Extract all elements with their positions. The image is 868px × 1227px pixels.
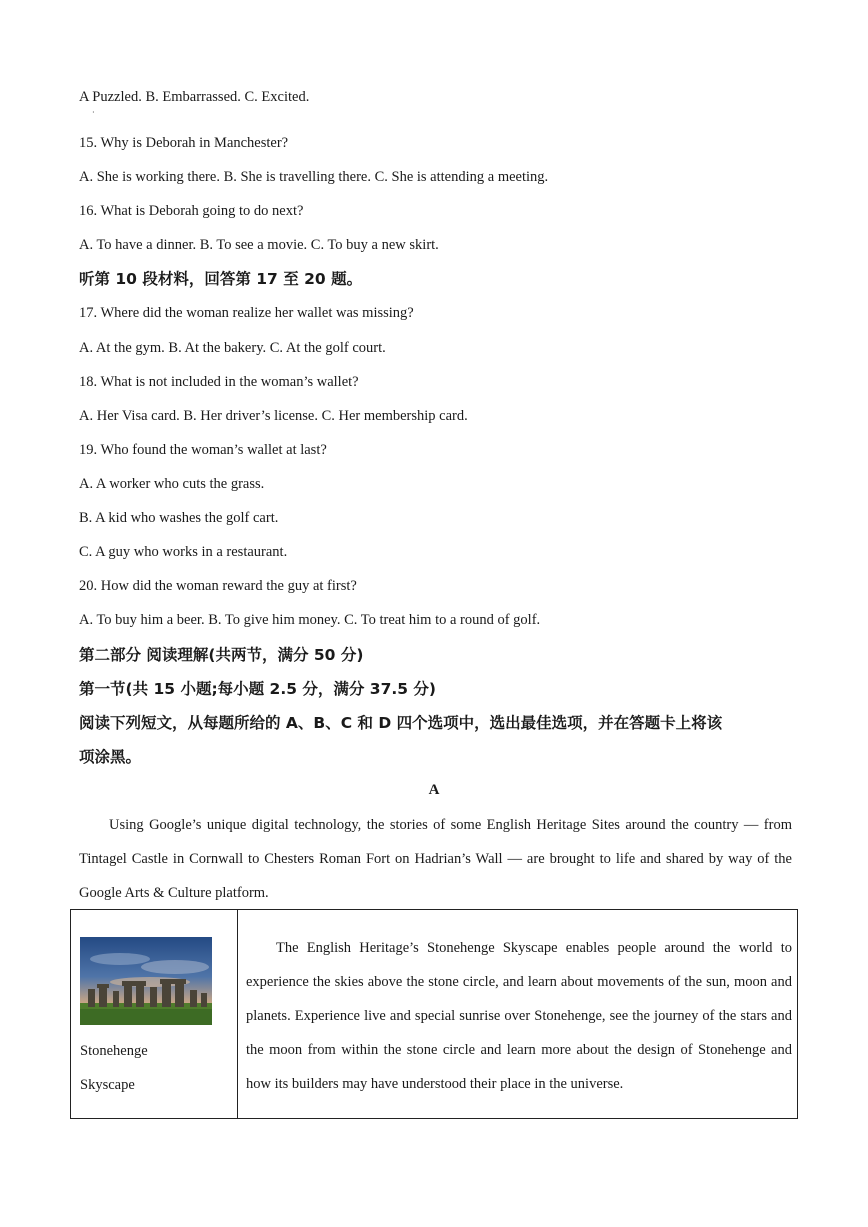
q20-question: 20. How did the woman reward the guy at first?: [79, 578, 357, 594]
q16-question: 16. What is Deborah going to do next?: [79, 203, 304, 219]
section1-heading: 第一节(共 15 小题;每小题 2.5 分，满分 37.5 分): [79, 680, 437, 698]
site-name: [80, 1034, 220, 1102]
q16-options: A. To have a dinner. B. To see a movie. C. To buy a new skirt.: [79, 237, 439, 253]
site-cell: [71, 910, 238, 1119]
q19-option-c: C. A guy who works in a restaurant.: [79, 544, 288, 560]
heritage-sites-table: [70, 909, 798, 1119]
part2-heading: 第二部分 阅读理解(共两节，满分 50 分): [79, 646, 364, 664]
q14-options: A Puzzled. B. Embarrassed. C. Excited.: [79, 89, 310, 105]
section10-heading: 听第 10 段材料，回答第 17 至 20 题。: [79, 270, 363, 288]
table-row: [71, 910, 798, 1119]
q17-question: 17. Where did the woman realize her wallet was missing?: [79, 305, 414, 321]
q18-options: A. Her Visa card. B. Her driver’s license. C. Her membership card.: [79, 408, 468, 424]
q19-option-b: B. A kid who washes the golf cart.: [79, 510, 279, 526]
instruction-line-1: 阅读下列短文，从每题所给的 A、B、C 和 D 四个选项中，选出最佳选项，并在答题卡上将该: [79, 714, 723, 732]
q19-option-a: A. A worker who cuts the grass.: [79, 476, 265, 492]
description-cell: [238, 910, 798, 1119]
stray-mark: ·: [92, 108, 95, 117]
intro-paragraph: Using Google’s unique digital technology, the stories of some English Heritage Sites around the country — from Tintagel Castle in Cornwall to Chesters Roman Fort on Hadrian’s Wall — are brought to life and shared by way of the Google Arts & Culture platform.: [79, 817, 792, 901]
stonehenge-image: [80, 937, 212, 1025]
q17-options: A. At the gym. B. At the bakery. C. At the golf court.: [79, 340, 386, 356]
q19-question: 19. Who found the woman’s wallet at last?: [79, 442, 327, 458]
q15-question: 15. Why is Deborah in Manchester?: [79, 135, 289, 151]
site-name-line-1: Stonehenge: [80, 1043, 148, 1059]
q18-question: 18. What is not included in the woman’s wallet?: [79, 374, 359, 390]
q20-options: A. To buy him a beer. B. To give him money. C. To treat him to a round of golf.: [79, 612, 541, 628]
site-name-line-2: Skyscape: [80, 1077, 135, 1093]
instruction-line-2: 项涂黑。: [79, 748, 142, 766]
passage-letter: A: [428, 782, 440, 798]
site-description: The English Heritage’s Stonehenge Skyscape enables people around the world to experience the skies above the stone circle, and learn about movements of the sun, moon and planets. Experience live and special sunrise over Stonehenge, see the journey of the stars and the moon from within the stone circle and learn more about the design of Stonehenge and how its builders may have understood their place in the universe.: [246, 940, 792, 1092]
stonehenge-photo: [80, 937, 212, 1025]
q15-options: A. She is working there. B. She is travelling there. C. She is attending a meeting.: [79, 169, 549, 185]
